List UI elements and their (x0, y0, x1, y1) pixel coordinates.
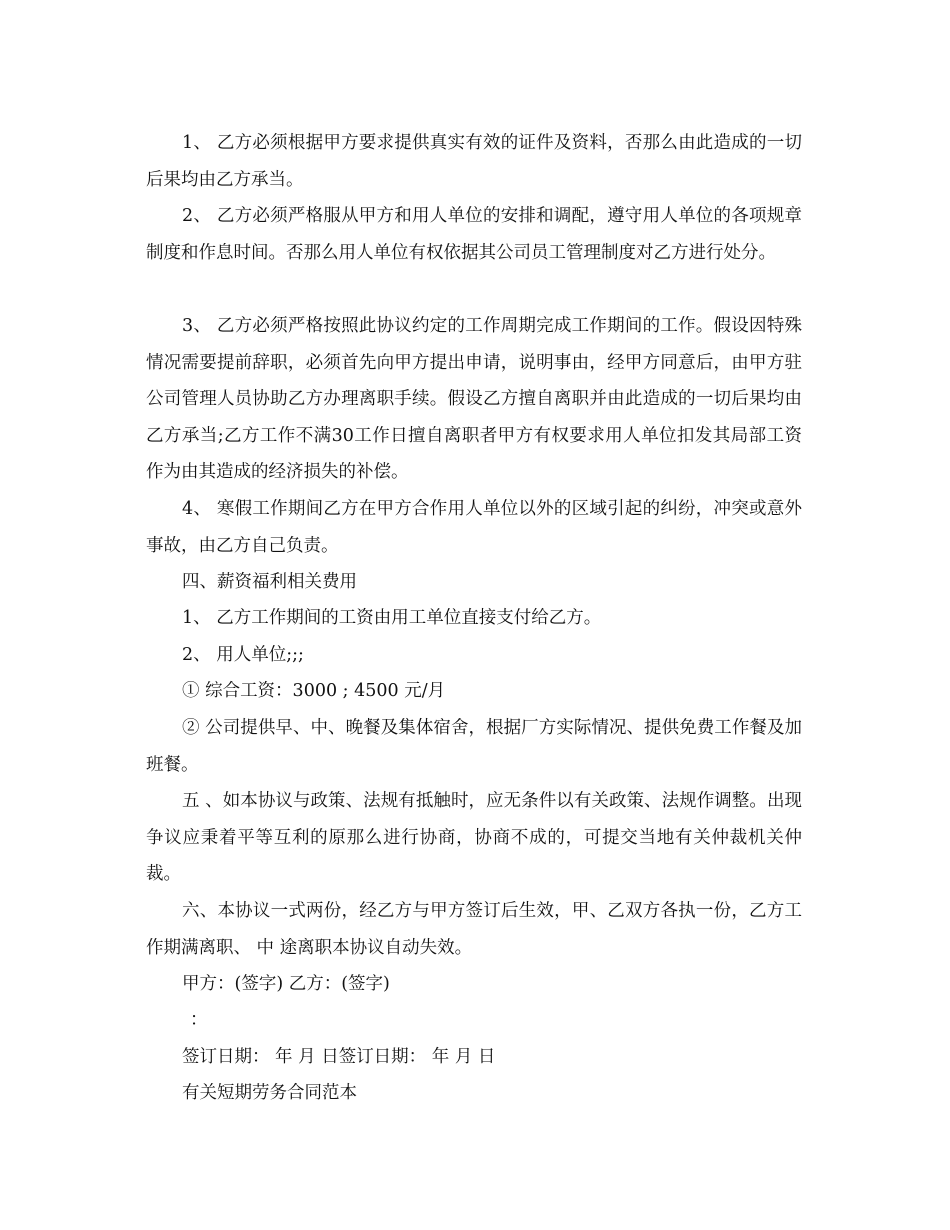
signing-date-line: 签订日期： 年 月 日签订日期： 年 月 日 (182, 1047, 496, 1067)
clause-paragraph-5: 五 、如本协议与政策、法规有抵触时，应无条件以有关政策、法规作调整。出现争议应秉着平等互利的原那么进行协商，协商不成的，可提交当地有关仲裁机关仲裁。 (146, 791, 802, 885)
clause-paragraph-1: 1、 乙方必须根据甲方要求提供真实有效的证件及资料，否那么由此造成的一切后果均由乙方承当。 (146, 133, 802, 190)
salary-item-1: 1、 乙方工作期间的工资由用工单位直接支付给乙方。 (182, 608, 602, 628)
footer-title: 有关短期劳务合同范本 (182, 1083, 357, 1103)
salary-item-meals: ② 公司提供早、中、晚餐及集体宿舍，根据厂方实际情况、提供免费工作餐及加班餐。 (146, 718, 802, 775)
clause-paragraph-4: 4、 寒假工作期间乙方在甲方合作用人单位以外的区域引起的纠纷，冲突或意外事故，由乙方自己负责。 (146, 499, 802, 556)
signature-line: 甲方：(签字) 乙方：(签字) (182, 974, 390, 994)
clause-paragraph-3: 3、 乙方必须严格按照此协议约定的工作周期完成工作期间的工作。假设因特殊情况需要提前辞职，必须首先向甲方提出申请，说明事由，经甲方同意后，由甲方驻公司管理人员协助乙方办理离职手续。假设乙方擅自离职并由此造成的一切后果均由乙方承当;乙方工作不满30工作日擅自离职者甲方有权要求用人单位扣发其局部工资作为由其造成的经济损失的补偿。 (146, 316, 802, 483)
section-heading-salary: 四、薪资福利相关费用 (182, 572, 357, 592)
clause-paragraph-6: 六、本协议一式两份，经乙方与甲方签订后生效，甲、乙双方各执一份，乙方工作期满离职、 中 途离职本协议自动失效。 (146, 901, 802, 958)
clause-paragraph-2: 2、 乙方必须严格服从甲方和用人单位的安排和调配，遵守用人单位的各项规章制度和作息时间。否那么用人单位有权依据其公司员工管理制度对乙方进行处分。 (146, 206, 802, 263)
salary-item-wage: ① 综合工资：3000 ; 4500 元/月 (182, 681, 446, 701)
colon-line: ： (190, 1010, 208, 1030)
salary-item-2: 2、 用人单位;;; (182, 645, 304, 665)
